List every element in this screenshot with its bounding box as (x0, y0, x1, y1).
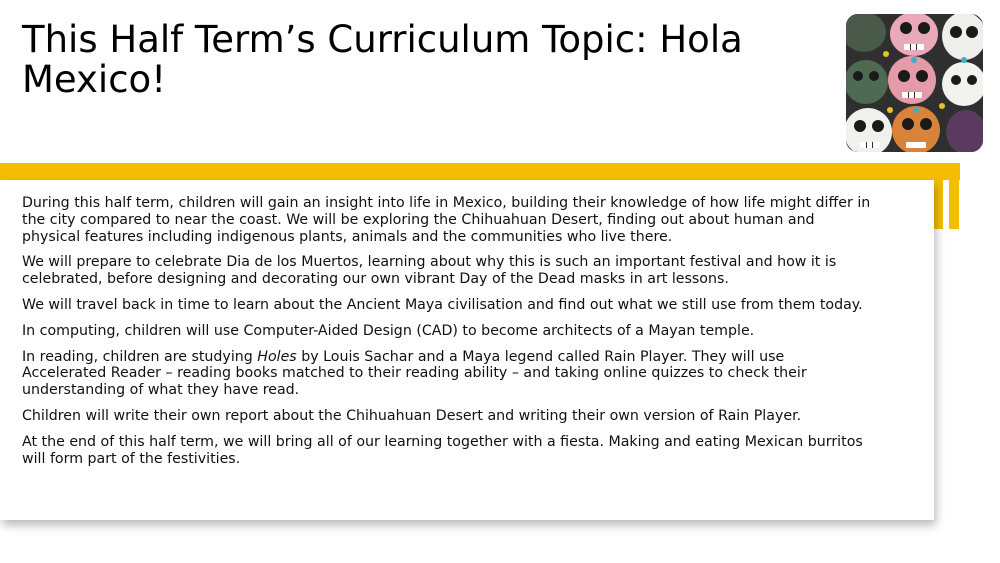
book-title: Holes (257, 348, 297, 365)
sugar-skulls-icon (846, 14, 983, 152)
paragraph-writing: Children will write their own report about the Chihuahuan Desert and writing their own version of Rain Player. (22, 407, 802, 424)
paragraph-fiesta: At the end of this half term, we will bring all of our learning together with a fiesta. Making and eating Mexican burritos will form part of the festivities. (22, 433, 863, 467)
sugar-skulls-photo (846, 14, 983, 152)
content-body (22, 195, 872, 476)
reading-text-after: by Louis Sachar and a Maya legend called Rain Player. They will use Accelerated Reader – reading books matched to their reading ability – and taking online quizzes to check their understanding of what they have read. (22, 348, 807, 399)
paragraph-computing: In computing, children will use Computer-Aided Design (CAD) to become architects of a Mayan temple. (22, 322, 755, 339)
reading-text-before: In reading, children are studying (22, 348, 258, 365)
paragraph-dia-de-los-muertos: We will prepare to celebrate Dia de los Muertos, learning about why this is such an important festival and how it is celebrated, before designing and decorating our own vibrant Day of the Dead masks in art lessons. (22, 254, 837, 288)
accent-bar (0, 163, 960, 180)
accent-strip (949, 163, 959, 229)
paragraph-reading (22, 349, 872, 399)
slide-title: This Half Term’s Curriculum Topic: Hola Mexico! (22, 18, 743, 101)
paragraph-overview: During this half term, children will gain an insight into life in Mexico, building their knowledge of how life might differ in the city compared to near the coast. We will be exploring the Chihuahuan Desert, finding out about human and physical features including indigenous plants, animals and the communities who live there. (22, 195, 871, 245)
paragraph-ancient-maya: We will travel back in time to learn about the Ancient Maya civilisation and find out what we still use from them today. (22, 296, 863, 313)
accent-strip (934, 163, 943, 229)
